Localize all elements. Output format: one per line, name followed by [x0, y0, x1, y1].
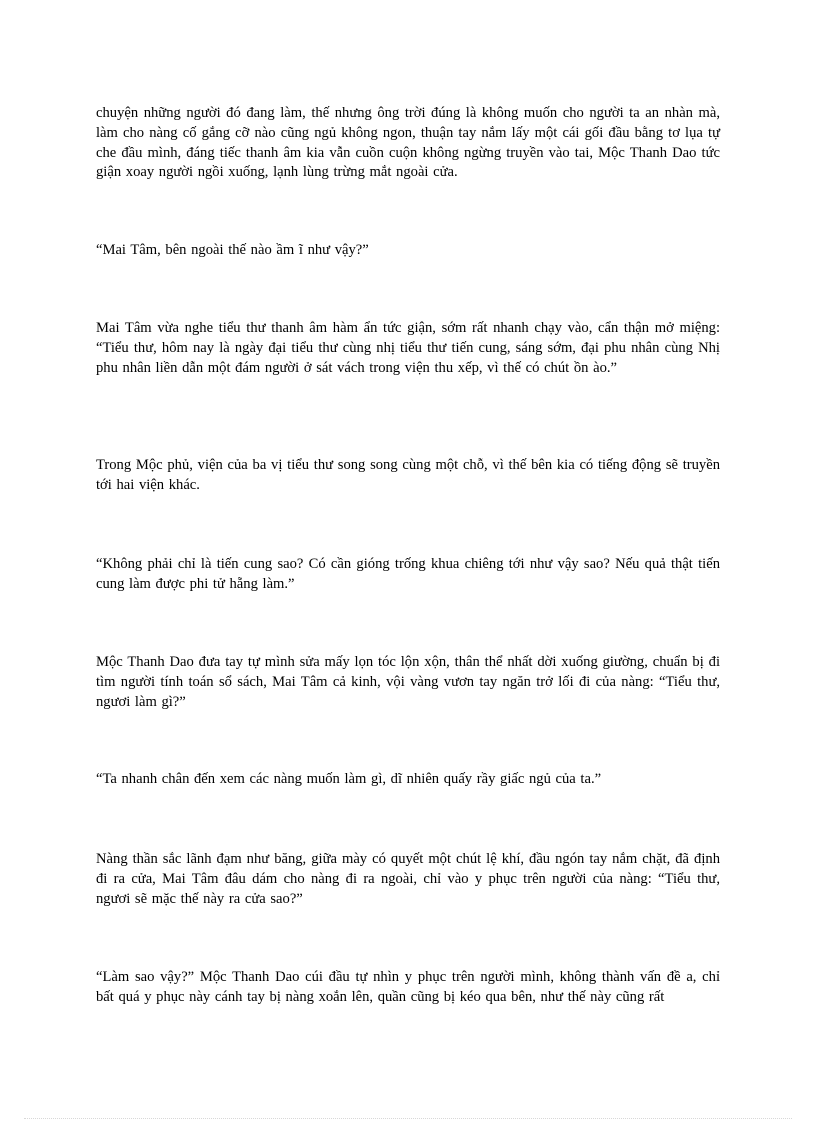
paragraph-1	[96, 104, 720, 183]
paragraph-2	[96, 241, 720, 261]
paragraph-text: “Làm sao vậy?” Mộc Thanh Dao cúi đầu tự nhìn y phục trên người mình, không thành vấn đề a, chỉ bất quá y phục này cánh tay bị nàng xoắn lên, quần cũng bị kéo qua bên, như thế này cũng rất	[96, 969, 720, 1005]
paragraph-8	[96, 850, 720, 909]
paragraph-7	[96, 770, 720, 790]
paragraph-text: Mộc Thanh Dao đưa tay tự mình sửa mấy lọn tóc lộn xộn, thân thể nhất dời xuống giường, chuẩn bị đi tìm người tính toán sổ sách, Mai Tâm cả kinh, vội vàng vươn tay ngăn trở lối đi của nàng: “Tiểu thư, ngươi làm gì?”	[96, 654, 720, 710]
paragraph-5	[96, 555, 720, 595]
paragraph-text: “Không phải chỉ là tiến cung sao? Có cần gióng trống khua chiêng tới như vậy sao? Nếu quả thật tiến cung làm được phi tử hẵng làm.”	[96, 556, 720, 592]
paragraph-text: chuyện những người đó đang làm, thế nhưng ông trời đúng là không muốn cho người ta an nhàn mà, làm cho nàng cố gắng cỡ nào cũng ngủ không ngon, thuận tay nắm lấy một cái gối đầu bằng tơ lụa tự che đầu mình, đáng tiếc thanh âm kia vẫn cuồn cuộn không ngừng truyền vào tai, Mộc Thanh Dao tức giận xoay người ngồi xuống, lạnh lùng trừng mắt ngoài cửa.	[96, 105, 720, 181]
paragraph-4	[96, 456, 720, 496]
paragraph-9	[96, 968, 720, 1008]
paragraph-text: Trong Mộc phủ, viện của ba vị tiểu thư song song cùng một chỗ, vì thế bên kia có tiếng động sẽ truyền tới hai viện khác.	[96, 457, 720, 493]
page-bottom-edge	[24, 1118, 792, 1119]
paragraph-text: Mai Tâm vừa nghe tiểu thư thanh âm hàm ẩn tức giận, sớm rất nhanh chạy vào, cẩn thận mở miệng: “Tiểu thư, hôm nay là ngày đại tiểu thư cùng nhị tiểu thư tiến cung, sáng sớm, đại phu nhân cùng Nhị phu nhân liền dẫn một đám người ở sát vách trong viện thu xếp, vì thế có chút ồn ào.”	[96, 320, 720, 376]
paragraph-6	[96, 653, 720, 712]
paragraph-text: “Mai Tâm, bên ngoài thế nào ầm ĩ như vậy?”	[96, 242, 369, 258]
paragraph-3	[96, 319, 720, 378]
paragraph-text: Nàng thần sắc lãnh đạm như băng, giữa mày có quyết một chút lệ khí, đầu ngón tay nắm chặt, đã định đi ra cửa, Mai Tâm đâu dám cho nàng đi ra ngoài, chỉ vào y phục trên người của nàng: “Tiểu thư, ngươi sẽ mặc thế này ra cửa sao?”	[96, 851, 720, 907]
paragraph-text: “Ta nhanh chân đến xem các nàng muốn làm gì, dĩ nhiên quấy rầy giấc ngủ của ta.”	[96, 771, 602, 787]
